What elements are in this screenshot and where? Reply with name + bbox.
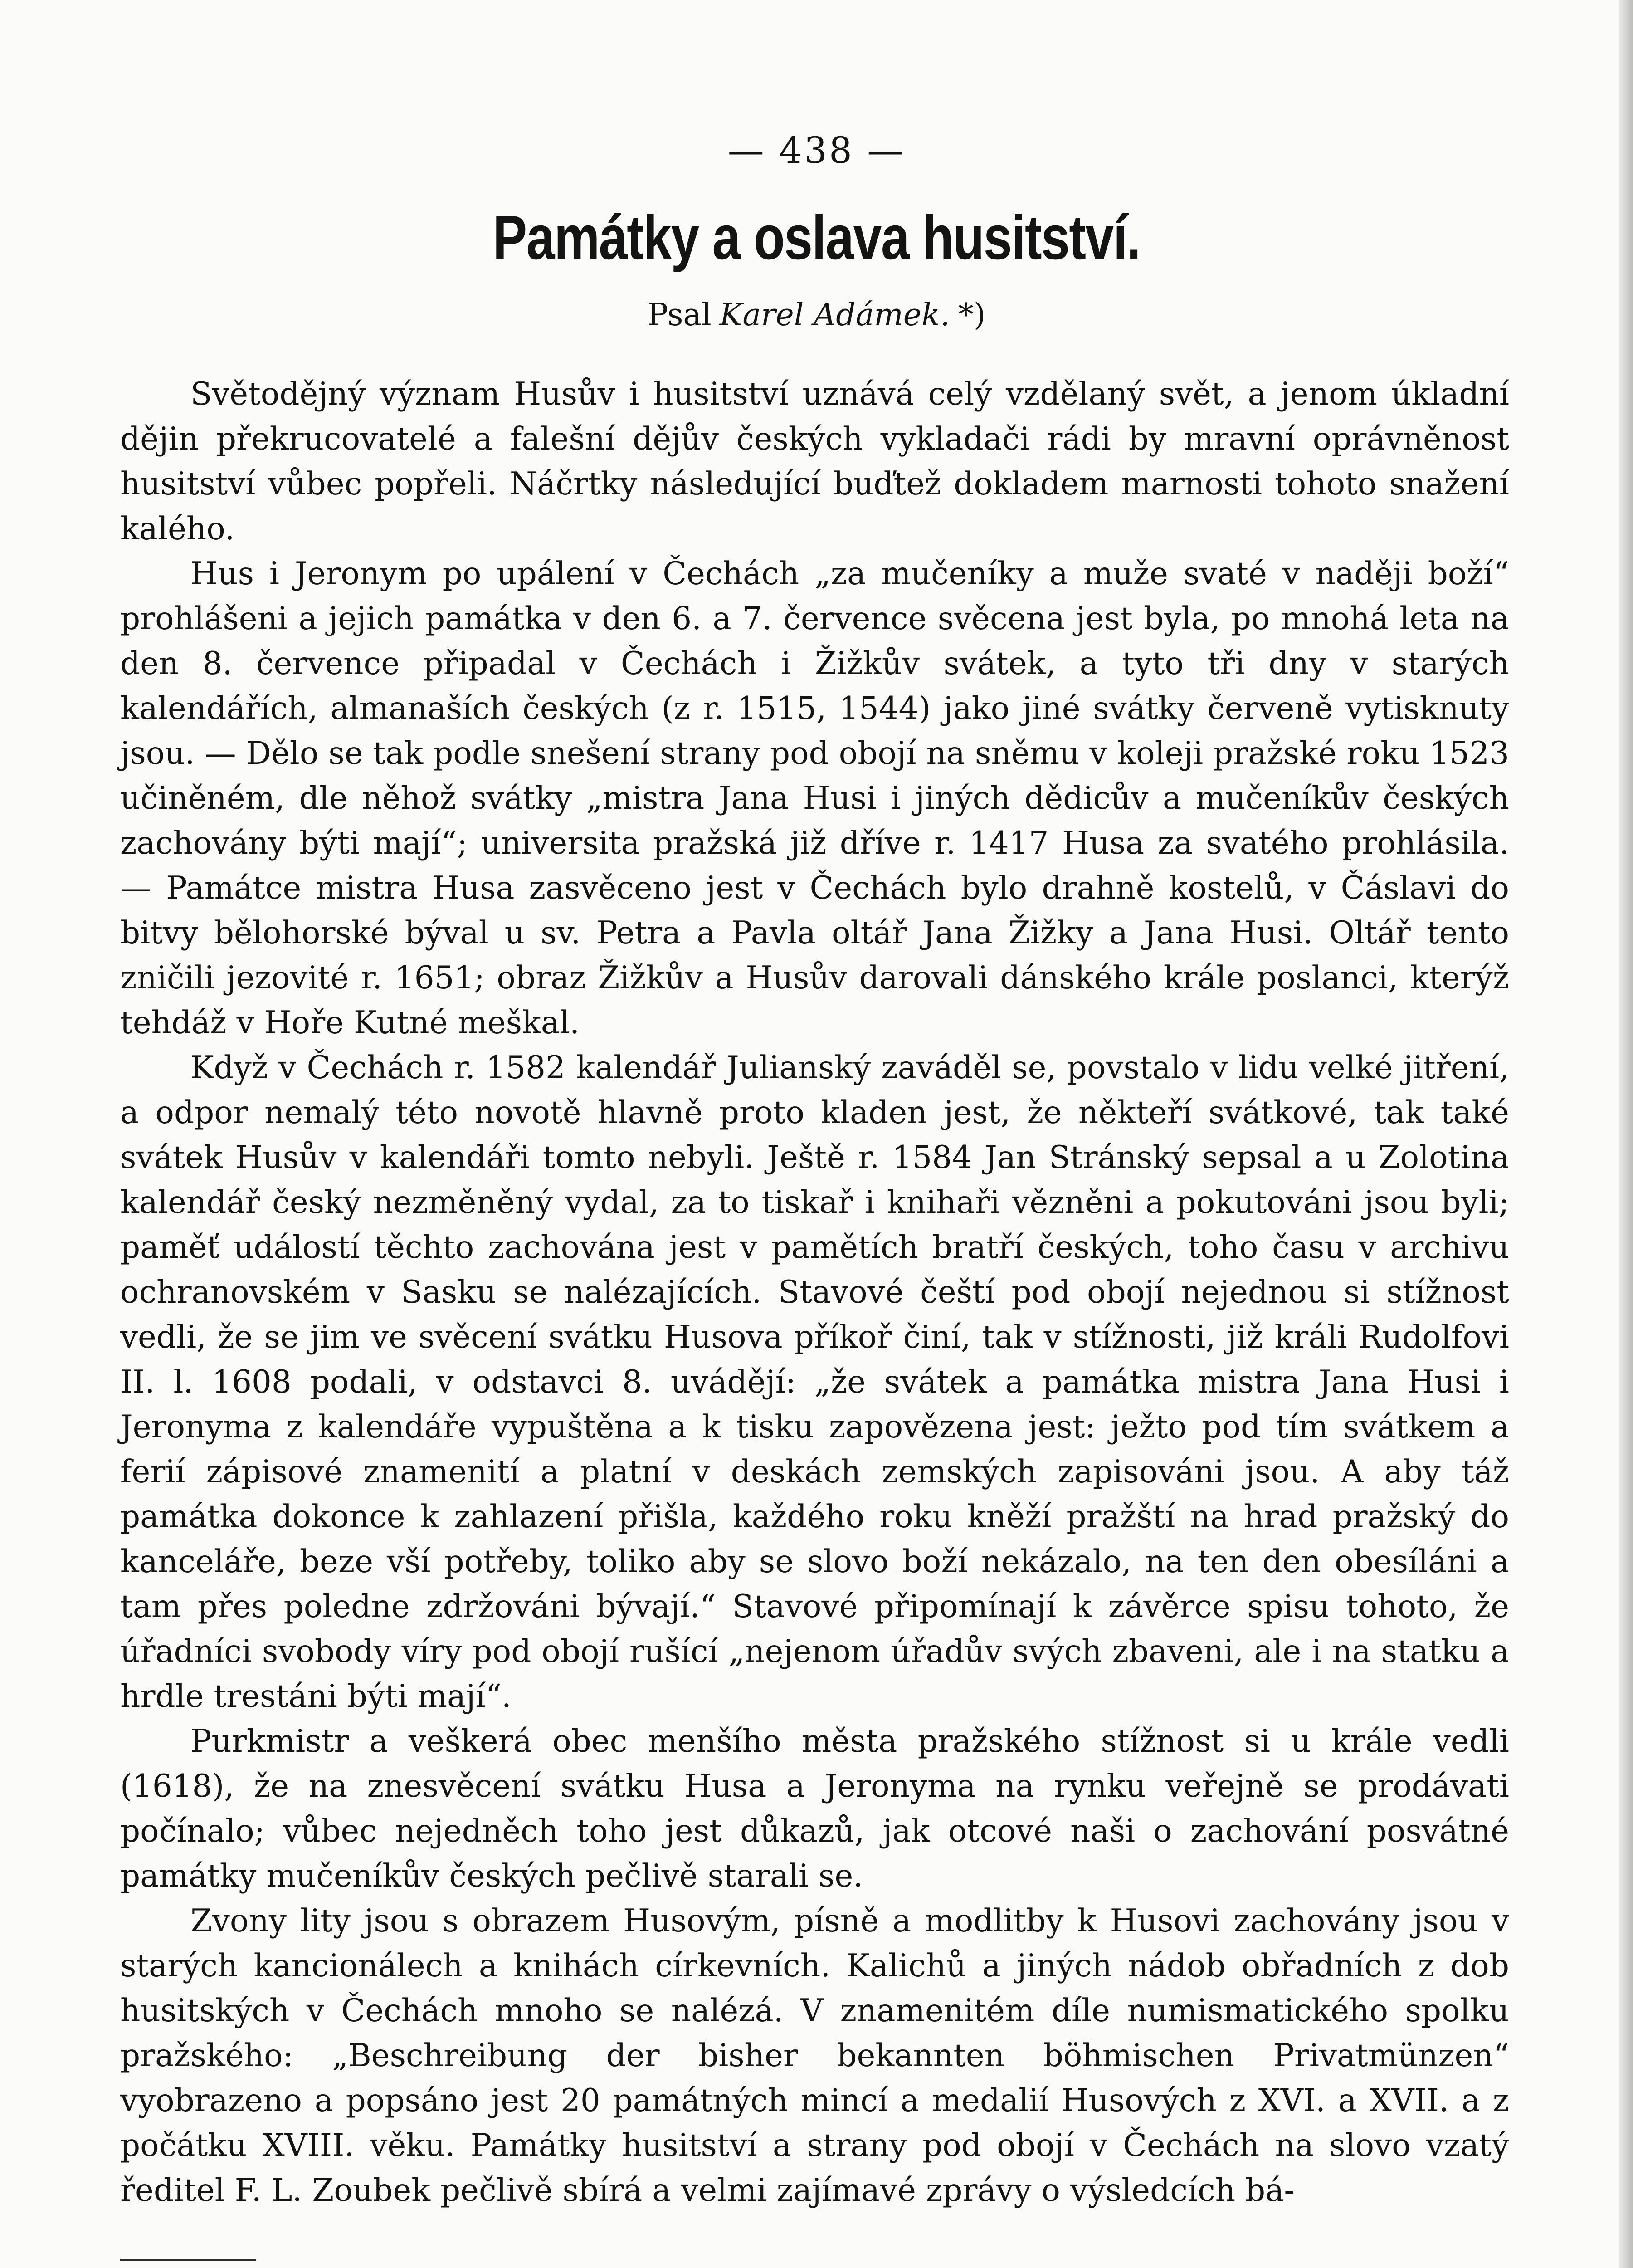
article-body: [120, 372, 1509, 2213]
byline-prefix: Psal: [647, 297, 712, 333]
byline-author: Karel Adámek.: [719, 297, 950, 333]
paragraph-3: Když v Čechách r. 1582 kalendář Julianský zaváděl se, povstalo v lidu velké jitření, a odpor nemalý této novotě hlavně proto kladen jest, že někteří svátkové, tak také svátek Husův v kalendáři tomto nebyli. Ještě r. 1584 Jan Stránský sepsal a u Zolotina kalendář český nezměněný vydal, za to tiskař i knihaři vězněni a pokutováni jsou byli; paměť událostí těchto zachována jest v pamětích bratří českých, toho času v archivu ochranovském v Sasku se nalézajících. Stavové čeští pod obojí nejednou si stížnost vedli, že se jim ve svěcení svátku Husova příkoř činí, tak v stížnosti, již králi Rudolfovi II. l. 1608 podali, v odstavci 8. uvádějí: „že svátek a památka mistra Jana Husi i Jeronyma z kalendáře vypuštěna a k tisku zapovězena jest: ježto pod tím svátkem a ferií zápisové znamenití a platní v deskách zemských zapisováni jsou. A aby táž památka dokonce k zahlazení přišla, každého roku kněží pražští na hrad pražský do kanceláře, beze vší potřeby, toliko aby se slovo boží nekázalo, na ten den obesíláni a tam přes poledne zdržováni bývají.“ Stavové připomínají k závěrce spisu tohoto, že úřadníci svobody víry pod obojí rušící „nejenom úřadův svých zbaveni, ale i na statku a hrdle trestáni býti mají“.: [120, 1050, 1509, 1715]
byline-footnote-marker: *): [958, 297, 986, 333]
footnote-divider: [120, 2259, 256, 2261]
page-number: — 438 —: [727, 129, 906, 171]
paragraph-2: Hus i Jeronym po upálení v Čechách „za mučeníky a muže svaté v naději boží“ prohlášeni a jejich památka v den 6. a 7. července svěcena jest byla, po mnohá leta na den 8. července připadal v Čechách i Žižkův svátek, a tyto tři dny v starých kalendářích, almanaších českých (z r. 1515, 1544) jako jiné svátky červeně vytisknuty jsou. — Dělo se tak podle snešení strany pod obojí na sněmu v koleji pražské roku 1523 učiněném, dle něhož svátky „mistra Jana Husi i jiných dědicův a mučeníkův českých zachovány býti mají“; universita pražská již dříve r. 1417 Husa za svatého prohlásila. — Památce mistra Husa zasvěceno jest v Čechách bylo drahně kostelů, v Čáslavi do bitvy bělohorské býval u sv. Petra a Pavla oltář Jana Žižky a Jana Husi. Oltář tento zničili jezovité r. 1651; obraz Žižkův a Husův darovali dánského krále poslanci, kterýž tehdáž v Hoře Kutné meškal.: [120, 556, 1509, 1041]
paragraph-4: Purkmistr a veškerá obec menšího města pražského stížnost si u krále vedli (1618), že na znesvěcení svátku Husa a Jeronyma na rynku veřejně se prodávati počínalo; vůbec nejedněch toho jest důkazů, jak otcové naši o zachování posvátné památky mučeníkův českých pečlivě starali se.: [120, 1723, 1509, 1894]
paragraph-1: Světodějný význam Husův i husitství uznává celý vzdělaný svět, a jenom úkladní dějin překrucovatelé a falešní dějův českých vykladači rádi by mravní oprávněnost husitství vůbec popřeli. Náčrtky následující buďtež dokladem marnosti tohoto snažení kalého.: [120, 376, 1509, 547]
paragraph-5: Zvony lity jsou s obrazem Husovým, písně a modlitby k Husovi zachovány jsou v starých kancionálech a knihách církevních. Kalichů a jiných nádob obřadních z dob husitských v Čechách mnoho se nalézá. V znamenitém díle numismatického spolku pražského: „Beschreibung der bisher bekannten böhmischen Privatmünzen“ vyobrazeno a popsáno jest 20 památných mincí a medalií Husových z XVI. a XVII. a z počátku XVIII. věku. Památky husitství a strany pod obojí v Čechách na slovo vzatý ředitel F. L. Zoubek pečlivě sbírá a velmi zajímavé zprávy o výsledcích bá-: [120, 1903, 1509, 2209]
article-title: Památky a oslava husitství.: [492, 203, 1141, 273]
byline: [0, 297, 1633, 333]
scan-edge-shadow: [1619, 0, 1633, 2268]
